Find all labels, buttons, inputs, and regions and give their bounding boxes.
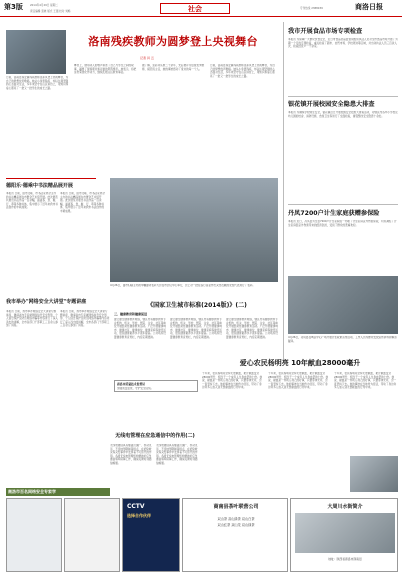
right-photo	[288, 276, 398, 334]
date-line: 2014年4月29日 星期二	[30, 4, 58, 7]
column-divider	[283, 22, 284, 362]
ad-left	[6, 498, 62, 572]
small-box	[114, 380, 198, 392]
right-s3-body: 本报讯 近日，丹凤县为全县7200户计生家庭统一办理了计生家庭意外伤害保险，切实减轻了计生家庭因意外伤害带来的经济负担，受到了群众的普遍欢迎。	[288, 220, 397, 227]
story2-body: 本报讯 日前，由市文联、市书法家协会主办的书法精品展在市群众艺术馆开展。此次展览共展出书法作品一百余幅，涵盖篆、隶、楷、行、草等多种书体，集中展示了近年来我市书法创作的丰硕成果。	[6, 192, 58, 210]
bottom-story-col2: 无线电通信具有覆盖范围广、机动灵活、不受地形限制等特点，在抢险救灾等突发事件中发挥着不可替代的作用。各级无线电管理机构要做好应急通信频率保障工作，确保关键时刻通信畅通。	[156, 444, 198, 465]
lead-byline: 记者 肖 云	[140, 56, 154, 60]
green-banner-text: 商洛市百名网络安全专家学	[8, 489, 56, 494]
masthead: 商洛日报	[355, 2, 383, 11]
ceremony-photo	[110, 178, 278, 282]
small-box-title: 商洛市质量技术监督局	[117, 382, 145, 386]
photo-caption: 4月26日，由市妇联主办的巾帼建功表彰大会在市会议中心举行，会上对一批在各行各业作出突出贡献的女性代表进行了表彰。	[110, 284, 256, 287]
right-s1-body: 本报讯 为保障广大群众饮食安全，近日市食品药品监管局组织执法人员对全市食品市场开展了为期一个月的专项检查，重点检查了超市、农贸市场、学校周边等区域，共出动执法人员三百余人次，检查经营户一千余家。	[288, 38, 398, 49]
story3-headline: 我市举办"网络安全大讲堂"专题讲座	[6, 299, 87, 305]
lead-headline: 洛南残疾教师为圆梦登上央视舞台	[88, 35, 258, 48]
story2-body-col2: 本报讯 日前，由市文联、市书法家协会主办的书法精品展在市群众艺术馆开展。此次展览共展出书法作品一百余幅，涵盖篆、隶、楷、行、草等多种书体，集中展示了近年来我市书法创作的丰硕成果。	[60, 192, 105, 213]
bottom-story-col1: 无线电通信具有覆盖范围广、机动灵活、不受地形限制等特点，在抢险救灾等突发事件中发挥着不可替代的作用。各级无线电管理机构要做好应急通信频率保障工作，确保关键时刻通信畅通。	[110, 444, 152, 465]
page-label: 第3版	[4, 3, 23, 11]
ad-tea-line2: 双山红茶 双山龙 双山绿茶	[217, 523, 255, 527]
lead-body-col4: 日前，洛南县保安镇残疾教师张彩凤登上央视舞台，为自己的梦想放声歌唱。她从小身患残疾，却以乐观坚强的心态面对生活，多年来坚守在山区讲台上，用知识和爱心照亮了一批又一批学生的成长之路。	[210, 64, 275, 78]
ad-left2	[64, 498, 120, 572]
blood-photo	[350, 456, 398, 492]
ad-street-text: 地址：陕西省商洛市商南县	[328, 557, 362, 561]
ad-cctv	[122, 498, 180, 572]
lead-photo	[6, 30, 66, 74]
ad-street	[290, 498, 398, 572]
blood-body-col3: 十年来，农民杨明亮坚持无偿献血，累计献血量达28000毫升，相当于一个成年人全身血量的七倍。他说，献血是一件利人利己的好事，只要身体允许，会一直坚持下去。他的事迹在当地传为佳话，带动了身边许多人加入到无偿献血的行列中来。	[334, 372, 397, 390]
feature-headline: 《国家卫生城市标准(2014版)》(二)	[147, 302, 247, 309]
green-banner	[6, 488, 110, 496]
divider	[288, 96, 398, 97]
ad-cctv-text: 选择合作伙伴	[127, 513, 151, 518]
feature-body-col3: 建立健全健康教育网络，辖区内有健康教育专业机构，机关、学校、医院、企业、社区等单位开展经常性健康教育活动。广泛开展健康城市、健康社区、健康单位、健康家庭等建设活动，居民健康素养水平逐年提高。公共场所设置健康教育宣传栏，内容定期更换。	[226, 318, 278, 339]
divider	[288, 204, 398, 205]
lead-body-col1: 日前，洛南县保安镇残疾教师张彩凤登上央视舞台，为自己的梦想放声歌唱。她从小身患残疾，却以乐观坚强的心态面对生活，多年来坚守在山区讲台上，用知识和爱心照亮了一批又一批学生的成长之路。	[6, 76, 69, 90]
blood-body-col2: 十年来，农民杨明亮坚持无偿献血，累计献血量达28000毫升，相当于一个成年人全身血量的七倍。他说，献血是一件利人利己的好事，只要身体允许，会一直坚持下去。他的事迹在当地传为佳话，带动了身边许多人加入到无偿献血的行列中来。	[268, 372, 329, 390]
page-header	[0, 0, 402, 17]
ad-street-title: 大周川水街简介	[327, 504, 363, 510]
ad-tea-line1: 双山茶 双山绿茶 双山白茶	[217, 517, 255, 521]
bottom-story-headline: 无线电管理在应急通信中的作用(二)	[115, 433, 195, 439]
divider	[6, 178, 96, 179]
story2-headline: 德阳乐·德乘中书法精品展开展	[6, 183, 73, 189]
edition-line: 责任编辑 张晓 版式 王强 校对 刘畅	[30, 10, 71, 13]
feature-body-col1: 建立健全健康教育网络，辖区内有健康教育专业机构，机关、学校、医院、企业、社区等单位开展经常性健康教育活动。广泛开展健康城市、健康社区、健康单位、健康家庭等建设活动，居民健康素养水平逐年提高。公共场所设置健康教育宣传栏，内容定期更换。	[114, 318, 166, 339]
feature-subhead: 三、健康教育和健康促进	[114, 312, 148, 316]
lead-body-col3: 据了解，张彩凤从教二十余年，先后被评为县级优秀教师、模范班主任，她的事迹感动了身边的每一个人。	[142, 64, 205, 71]
blood-body-col1: 十年来，农民杨明亮坚持无偿献血，累计献血量达28000毫升，相当于一个成年人全身血量的七倍。他说，献血是一件利人利己的好事，只要身体允许，会一直坚持下去。他的事迹在当地传为佳话，带动了身边许多人加入到无偿献血的行列中来。	[202, 372, 263, 390]
story3-body-col2: 本报讯 日前，我市举办网络安全大讲堂专题讲座，邀请省内专家就网络信息安全形势、个人信息保护及防范网络诈骗等内容进行了深入浅出的讲解，全市各部门干部职工三百余人参加了讲座。	[60, 310, 110, 328]
right-s3-headline: 丹凤7200户计生家庭获赠参保险	[288, 210, 380, 217]
ad-tea	[182, 498, 288, 572]
blood-headline: 爱心农民杨明亮 10年献血28000毫升	[239, 359, 361, 367]
tel-line: 专刊热线 2388039	[300, 7, 323, 10]
ad-cctv-title: CCTV	[127, 503, 145, 510]
section-title: 社会	[160, 3, 230, 14]
ad-tea-title: 商南县茶叶联营公司	[213, 504, 259, 510]
right-s1-headline: 我市开展食品市场专项检查	[288, 28, 363, 35]
small-box-body: 加强质量监管，守护安全底线。	[117, 387, 154, 390]
lead-body-col2: 舞台上，她用动人的歌声讲述了自己与学生之间的故事，赢得了现场观众和评委的阵阵掌声。她表示，将把这份荣誉化作动力，继续扎根山区教育事业。	[74, 64, 137, 75]
right-s2-headline: 银花镇开展校园安全隐患大排查	[288, 101, 375, 108]
ad-street-photo	[295, 513, 395, 553]
feature-body-col2: 建立健全健康教育网络，辖区内有健康教育专业机构，机关、学校、医院、企业、社区等单位开展经常性健康教育活动。广泛开展健康城市、健康社区、健康单位、健康家庭等建设活动，居民健康素养水平逐年提高。公共场所设置健康教育宣传栏，内容定期更换。	[170, 318, 222, 339]
right-photo-caption: 4月26日，丹凤县在城区中心广场开展计生政策宣传活动，工作人员为群众发放宣传资料并解答疑问。	[288, 336, 397, 343]
story3-body: 本报讯 日前，我市举办网络安全大讲堂专题讲座，邀请省内专家就网络信息安全形势、个人信息保护及防范网络诈骗等内容进行了深入浅出的讲解，全市各部门干部职工三百余人参加了讲座。	[6, 310, 58, 328]
right-s2-body: 本报讯 为确保学校师生安全，银花镇近日开展校园安全隐患大排查活动，对辖区内各中小学校及幼儿园的校舍、消防设施、食堂卫生等进行了全面检查，督促整改安全隐患十余处。	[288, 111, 398, 118]
